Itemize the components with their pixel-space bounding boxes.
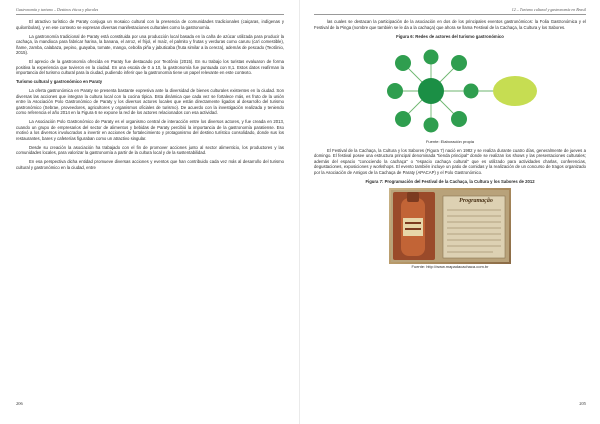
paragraph: las cuales se destacan la participación de la asociación en dos de los principales eventos gastronómicos: la Folia Gastronómica y el Festival de la Pinga (nombre que también se le da a la cachaça) que ahora se llama Festival de la Cachaça, la Cultura y los Sabores. [314,19,586,30]
paragraph: La gastronomía tradicional de Paraty está constituida por una producción local basada en la caña de azúcar utilizada para producir la cachaça, la mandioca para fabricar harina, la banana, el arroz, el frijol, el maíz, el palmito y frutas y verduras como caruru (ca'i comestible), ñame, zamba, calabaza, pepino, guayaba, tomate, mango, cebolla piña y jabuticaba (fruta similar a la cereza), además de pescado (Teotônio, 2015). [16,33,284,56]
node-proveedores [387,83,403,99]
node-festival [464,83,479,98]
poster-heading: Programação [459,197,493,204]
network-edges [395,57,505,125]
figure-6-title: Figura 6: Redes de actores del turismo gastronómico [396,33,504,39]
node-comunidades [395,111,411,127]
paragraph: En esa perspectiva dicha entidad promueve diversas acciones y eventos que han contribuido cada vez más al desarrollo del turismo cultural y gastronómico en la ciudad, entre [16,159,284,171]
node-restaurantes [451,55,467,71]
paragraph: La Asociación Polo Gastronómico de Paraty es el organismo central de interacción entre los diversos actores, y fue creada en 2013, cuando un grupo de empresarios del sector de alimentos y bebidas de Paraty percibió la importancia de la gastronomía paratiense. Eso motivó a los diversos involucrados a invertir en acciones de fortalecimiento y protagonismo del destino turístico consolidado, donde sus los restaurantes, bares y cafeterías figuraban como un atractivo singular. [16,119,284,141]
page-number: 206 [16,401,23,406]
node-sebrae [424,49,439,64]
paragraph: El atractivo turístico de Paraty conjuga un mosaico cultural con la presencia de comunidades tradicionales (caiçaras, indígenas y quilombolas), y en ese contexto se expresan diversas manifestaciones culturales como la gastronomía. [16,19,284,30]
node-external-actors [493,76,537,106]
section-title: Turismo cultural y gastronómico en Paraty [16,79,103,85]
paragraph: El aprecio de la gastronomía ofrecida en Paraty fue destacado por Teotônio (2015). En su trabajo los turistas evaluaron de forma positiva la experiencia que tuvieron en la ciudad. En una escala de 0 a 10, la gastronomía fue puntuada con 8,1. Estos datos reafirman la importancia del turismo cultural para la ciudad, pudiendo inferir que la gastronomía tiene un papel relevante en este contexto. [16,59,284,76]
paragraph: La oferta gastronómica en Paraty se presenta bastante expresiva ante la diversidad de bienes culturales existentes en la ciudad. Son diversas las acciones que integran la cultura local con la cocina típica. Esta dinámica que cada vez se fortalece más, es fruto de la unión entre la Asociación Polo Gastronómico de Paraty y los diversos actores locales que están directamente ligados al desarrollo del turismo gastronómico (Sebrae, proveedores, agricultores y organismos oficiales de turismo). De acuerdo con la investigación realizada y teniendo como referencia el año 2014 en la Figura 6 se expone la red de los actores relacionados con esa actividad. [16,87,284,116]
left-text-column [16,19,284,174]
page-number: 205 [579,401,586,406]
node-turismo [424,117,439,132]
actor-network-diagram [355,43,545,139]
header-rule [16,14,284,15]
running-header: Gastronomía y turismo – Destinos éticos y plurales [16,7,99,12]
right-text-column [314,19,586,273]
header-rule [314,14,586,15]
paragraph: El Festival de la Cachaça, la Cultura y los Sabores (Figura 7) nació en 1982 y se realiza durante cuatro días, generalmente de jueves a domingo. El festival posee una estructura principal denominada "tienda principal" donde se realizan los shows y las presentaciones culturales; además del espacio "conociendo la cachaça" o "espacio cachaça cultural" que es utilizado para actividades charlas, conferencias, degustaciones, exposiciones y workshops. El evento también incluye un patio de comidas y la realización de un concurso de tragos organizado por la Asociación de Amigos de la Cachaça de Paraty (APACAP) y el Polo Gastronómico. [314,147,586,175]
node-agricultores [395,55,411,71]
paragraph: Desde su creación la asociación ha trabajado con el fin de promover acciones junto al sector alimenticio, los productores y las comunidades locales, para valorizar la gastronomía a partir de la cultura local y de la sustentabilidad. [16,144,284,156]
figure-7-title: Figura 7: Programación del Festival de la Cachaça, la Cultura y los Sabores de 2012 [365,178,535,184]
node-eventos [451,111,467,127]
running-header: 12 – Turismo cultural y gastronomía en Brasil [511,7,586,12]
right-page [300,0,600,424]
figure-6-source: Fuente: Elaboración propia [425,138,475,144]
node-polo-gastronomico [418,78,444,104]
figure-7-source: Fuente: http://www.mapadacachaca.com.br [411,263,489,269]
festival-program-photo [389,188,511,264]
